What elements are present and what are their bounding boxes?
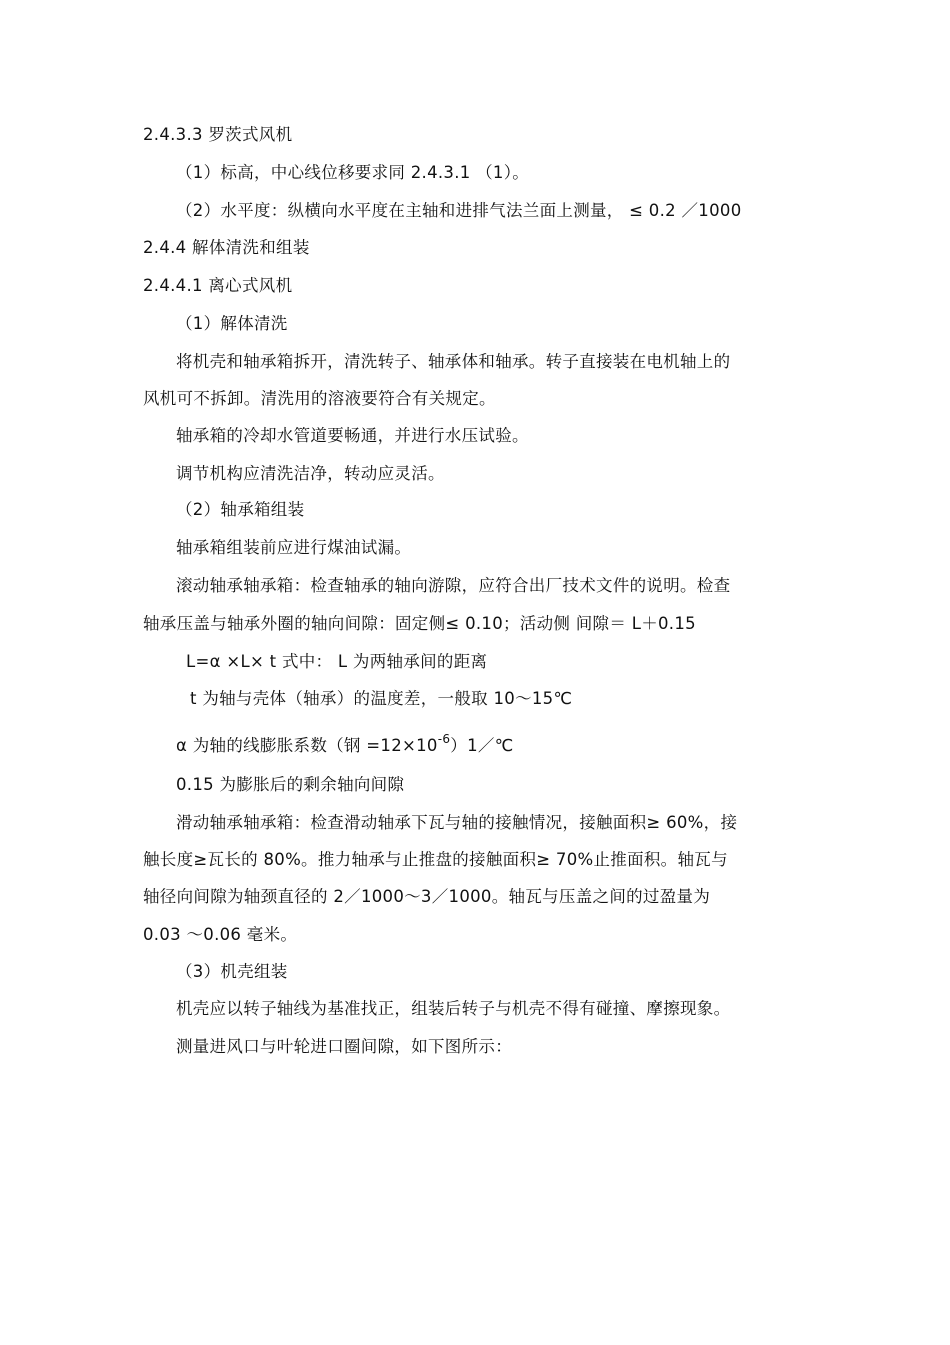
paragraph-line: 0.03 ～0.06 毫米。 <box>143 925 298 944</box>
subheading-line: （2）轴承箱组装 <box>176 500 305 519</box>
subheading-line: （3）机壳组装 <box>176 962 288 981</box>
paragraph-line: 轴承箱组装前应进行煤油试漏。 <box>176 538 412 557</box>
paragraph-line: 将机壳和轴承箱拆开，清洗转子、轴承体和轴承。转子直接装在电机轴上的 <box>176 352 731 371</box>
section-heading-2-4-4-1: 2.4.4.1 离心式风机 <box>143 276 293 295</box>
paragraph-line: （1）标高，中心线位移要求同 2.4.3.1 （1）。 <box>176 163 530 182</box>
paragraph-line: 风机可不拆卸。清洗用的溶液要符合有关规定。 <box>143 389 496 408</box>
paragraph-line: 滚动轴承轴承箱：检查轴承的轴向游隙，应符合出厂技术文件的说明。检查 <box>176 576 731 595</box>
paragraph-line: 机壳应以转子轴线为基准找正，组装后转子与机壳不得有碰撞、摩擦现象。 <box>176 999 731 1018</box>
paragraph-line: 轴径向间隙为轴颈直径的 2／1000～3／1000。轴瓦与压盖之间的过盈量为 <box>143 887 711 906</box>
paragraph-line: 测量进风口与叶轮进口圈间隙，如下图所示： <box>176 1037 512 1056</box>
formula-text: α 为轴的线膨胀系数（钢 =12×10 <box>176 736 438 755</box>
section-heading-2-4-3-3: 2.4.3.3 罗茨式风机 <box>143 125 293 144</box>
subheading-line: （1）解体清洗 <box>176 314 288 333</box>
paragraph-line: （2）水平度：纵横向水平度在主轴和进排气法兰面上测量， ≤ 0.2 ／1000 <box>176 201 742 220</box>
paragraph-line: 轴承箱的冷却水管道要畅通，并进行水压试验。 <box>176 426 529 445</box>
formula-line: L=α ×L× t 式中： L 为两轴承间的距离 <box>186 652 488 671</box>
section-heading-2-4-4: 2.4.4 解体清洗和组装 <box>143 238 310 257</box>
paragraph-line: 轴承压盖与轴承外圈的轴向间隙：固定侧≤ 0.10；活动侧 间隙＝ L＋0.15 <box>143 614 696 633</box>
paragraph-line: 触长度≥瓦长的 80%。推力轴承与止推盘的接触面积≥ 70%止推面积。轴瓦与 <box>143 850 728 869</box>
formula-line <box>176 732 514 756</box>
superscript-exponent: -6 <box>437 732 451 746</box>
formula-text: ）1／℃ <box>450 736 514 755</box>
paragraph-line: 0.15 为膨胀后的剩余轴向间隙 <box>176 775 405 794</box>
formula-line: t 为轴与壳体（轴承）的温度差，一般取 10～15℃ <box>190 689 573 708</box>
paragraph-line: 调节机构应清洗洁净，转动应灵活。 <box>176 464 445 483</box>
paragraph-line: 滑动轴承轴承箱：检查滑动轴承下瓦与轴的接触情况，接触面积≥ 60%，接 <box>176 813 738 832</box>
